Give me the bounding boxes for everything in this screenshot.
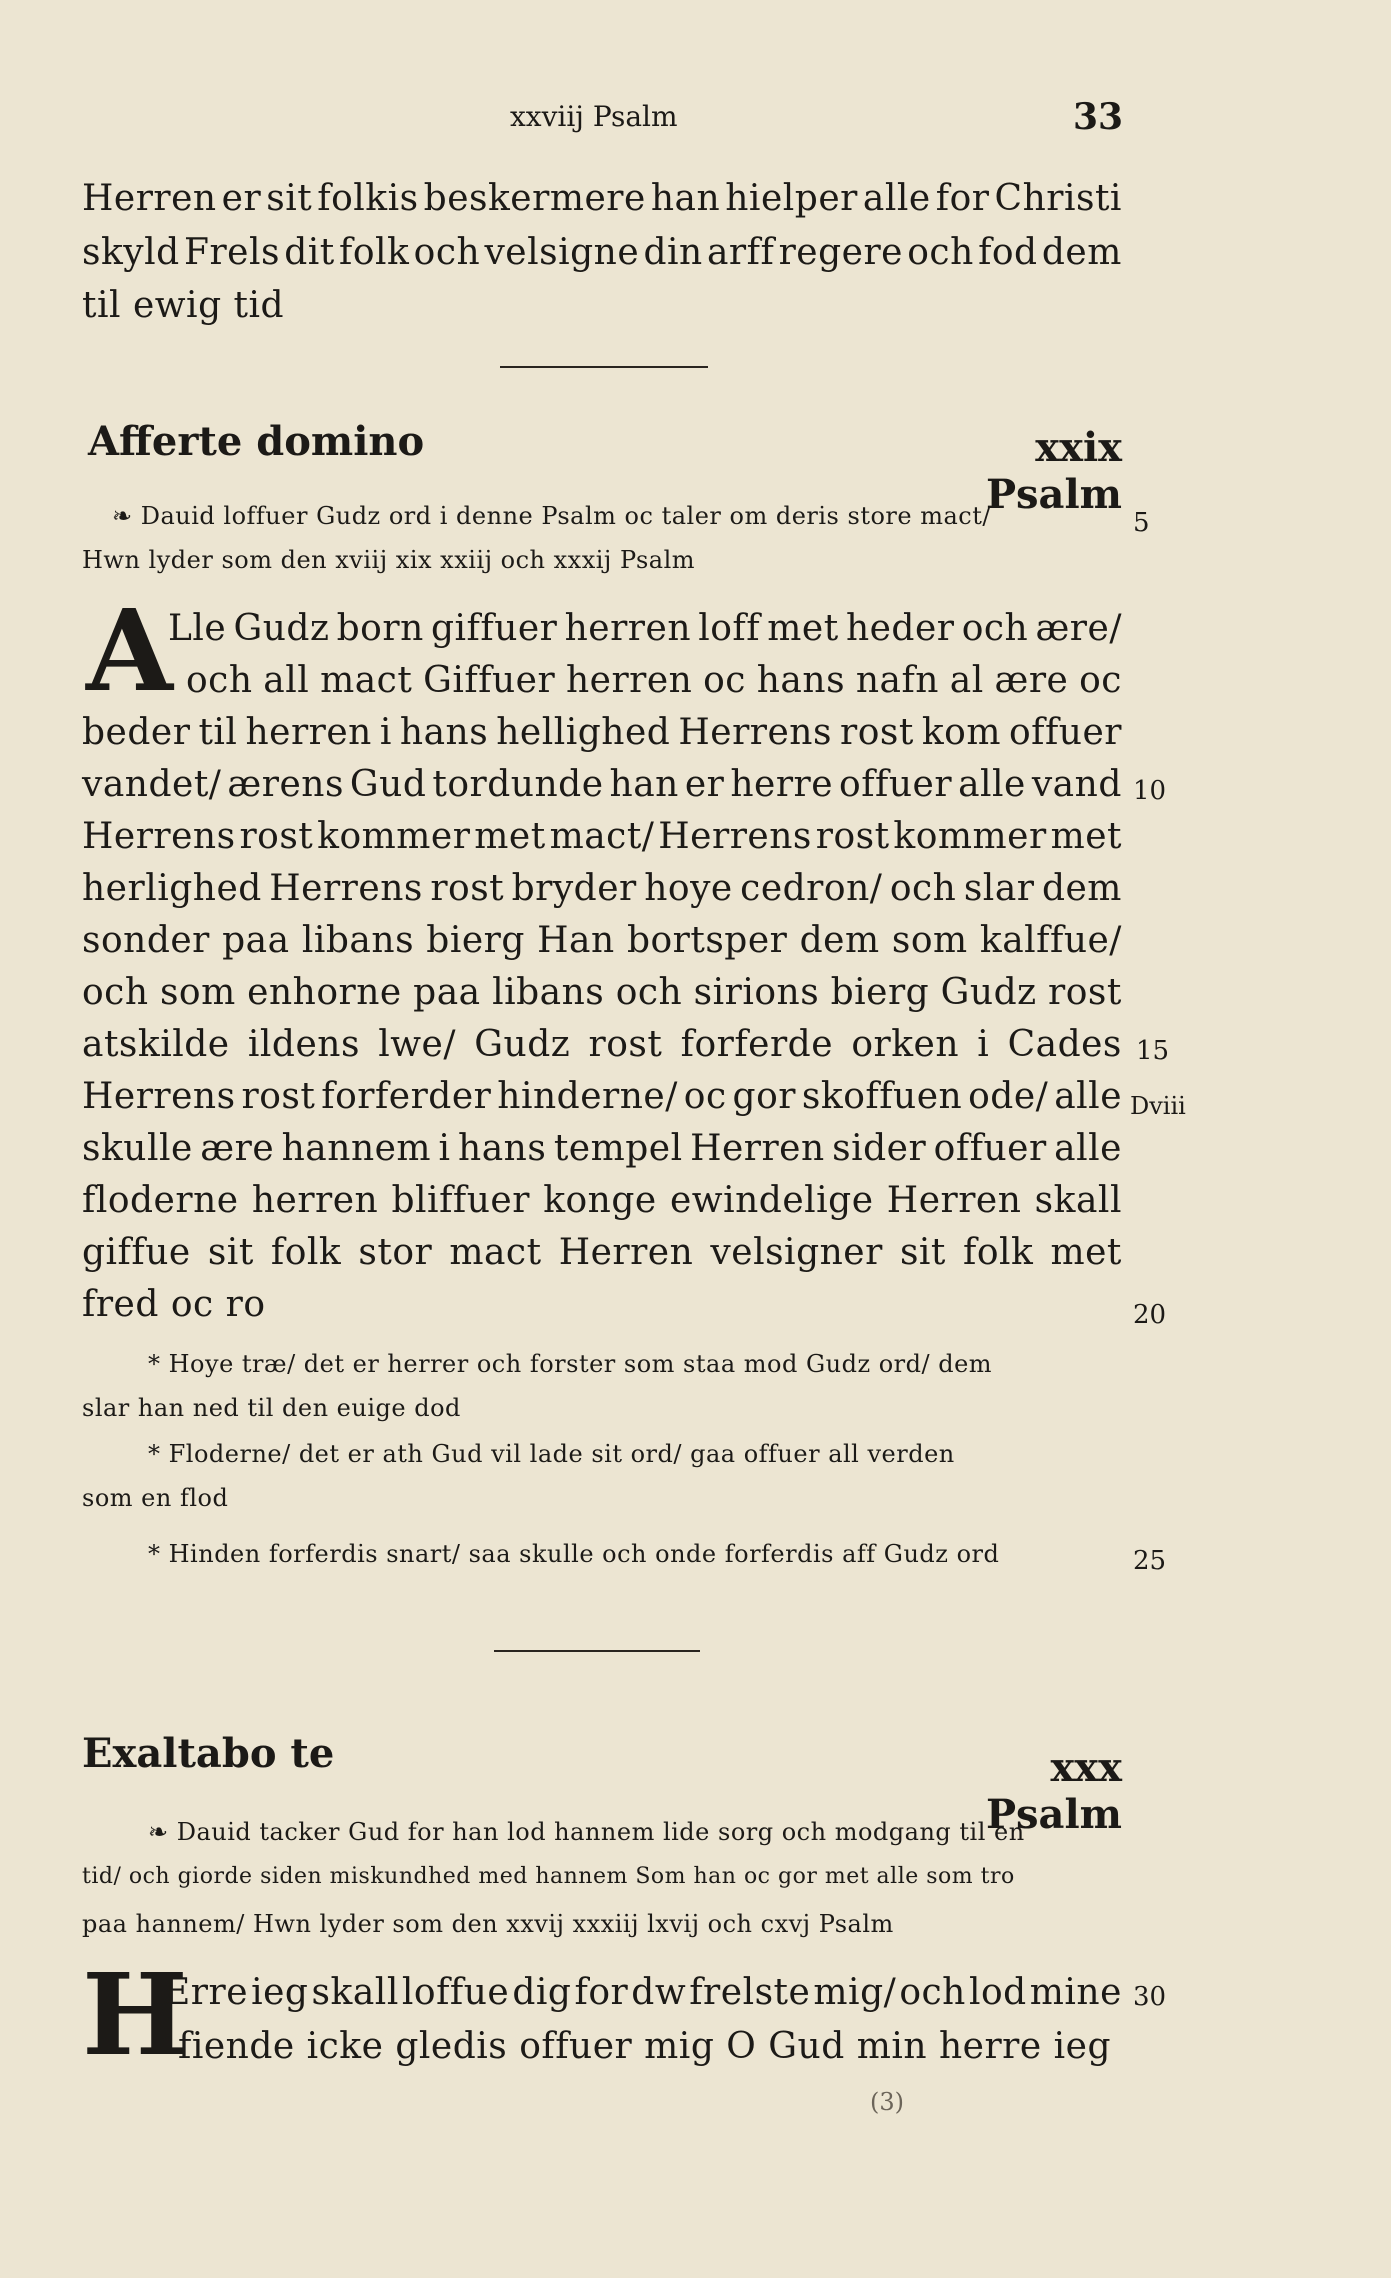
psalm29-line: giffue sit folk stor mact Herren velsigner sit folk met: [82, 1232, 1122, 1273]
psalm29-line: herlighed Herrens rost bryder hoye cedron/ och slar dem: [82, 868, 1122, 909]
psalm29-note: * Floderne/ det er ath Gud vil lade sit ord/ gaa offuer all verden: [148, 1440, 955, 1468]
psalm29-line: och all mact Giffuer herren oc hans nafn al ære oc: [186, 660, 1122, 701]
running-title: xxviij Psalm: [510, 100, 678, 133]
psalm30-argument: ❧ Dauid tacker Gud for han lod hannem lide sorg och modgang til en: [148, 1818, 1025, 1846]
psalm29-line: vandet/ ærens Gud tordunde han er herre offuer alle vand: [82, 764, 1122, 805]
psalm30-incipit: Exaltabo te: [82, 1730, 335, 1777]
psalm30-number: xxx Psalm: [985, 1744, 1122, 1838]
opening-line: Herren er sit folkis beskermere han hielper alle for Christi: [82, 178, 1122, 219]
psalm29-line: atskilde ildens lwe/ Gudz rost forferde orken i Cades: [82, 1024, 1122, 1065]
psalm29-note: * Hoye træ/ det er herrer och forster som staa mod Gudz ord/ dem: [148, 1350, 993, 1378]
psalm30-line: Erre ieg skall loffue dig for dw frelste mig/ och lod mine: [164, 1972, 1122, 2013]
psalm29-line: skulle ære hannem i hans tempel Herren sider offuer alle: [82, 1128, 1122, 1169]
line-number: 30: [1133, 1982, 1167, 2012]
psalm29-line: Lle Gudz born giffuer herren loff met heder och ære/: [168, 608, 1122, 649]
section-rule: [500, 366, 708, 368]
psalm29-argument: ❧ Dauid loffuer Gudz ord i denne Psalm oc taler om deris store mact/: [112, 502, 991, 530]
psalm29-argument: Hwn lyder som den xviij xix xxiij och xxxij Psalm: [82, 546, 696, 574]
line-number: 5: [1133, 508, 1150, 538]
psalm29-note: slar han ned til den euige dod: [82, 1394, 461, 1422]
psalm29-line: Herrens rost forferder hinderne/ oc gor skoffuen ode/ alle: [82, 1076, 1122, 1117]
psalm30-line: fiende icke gledis offuer mig O Gud min herre ieg: [178, 2026, 1111, 2067]
signature-mark: (3): [870, 2088, 904, 2116]
psalm29-incipit: Afferte domino: [88, 418, 425, 465]
section-rule: [494, 1650, 700, 1652]
psalm29-line: och som enhorne paa libans och sirions bierg Gudz rost: [82, 972, 1122, 1013]
drop-cap-a: A: [86, 586, 173, 717]
psalm29-line: fred oc ro: [82, 1284, 266, 1325]
psalm29-note: som en flod: [82, 1484, 229, 1512]
line-number: 25: [1133, 1546, 1167, 1576]
opening-line: skyld Frels dit folk och velsigne din arff regere och fod dem: [82, 232, 1122, 273]
margin-signature: Dviii: [1130, 1092, 1186, 1120]
line-number: 10: [1133, 776, 1167, 806]
psalm30-argument: paa hannem/ Hwn lyder som den xxvij xxxiij lxvij och cxvj Psalm: [82, 1910, 894, 1938]
page-number: 33: [1073, 96, 1124, 138]
psalm29-note: * Hinden forferdis snart/ saa skulle och onde forferdis aff Gudz ord: [148, 1540, 1000, 1568]
line-number: 15: [1136, 1036, 1170, 1066]
opening-line: til ewig tid: [82, 285, 285, 326]
drop-cap-h: H: [82, 1950, 188, 2081]
psalm29-line: floderne herren bliffuer konge ewindelige Herren skall: [82, 1180, 1122, 1221]
psalm29-line: sonder paa libans bierg Han bortsper dem som kalffue/: [82, 920, 1122, 961]
psalm29-number: xxix Psalm: [985, 424, 1122, 518]
psalm29-line: Herrens rost kommer met mact/ Herrens rost kommer met: [82, 816, 1122, 857]
psalm30-argument: tid/ och giorde siden miskundhed med hannem Som han oc gor met alle som tro: [82, 1864, 1015, 1889]
line-number: 20: [1133, 1300, 1167, 1330]
psalm29-line: beder til herren i hans hellighed Herrens rost kom offuer: [82, 712, 1122, 753]
